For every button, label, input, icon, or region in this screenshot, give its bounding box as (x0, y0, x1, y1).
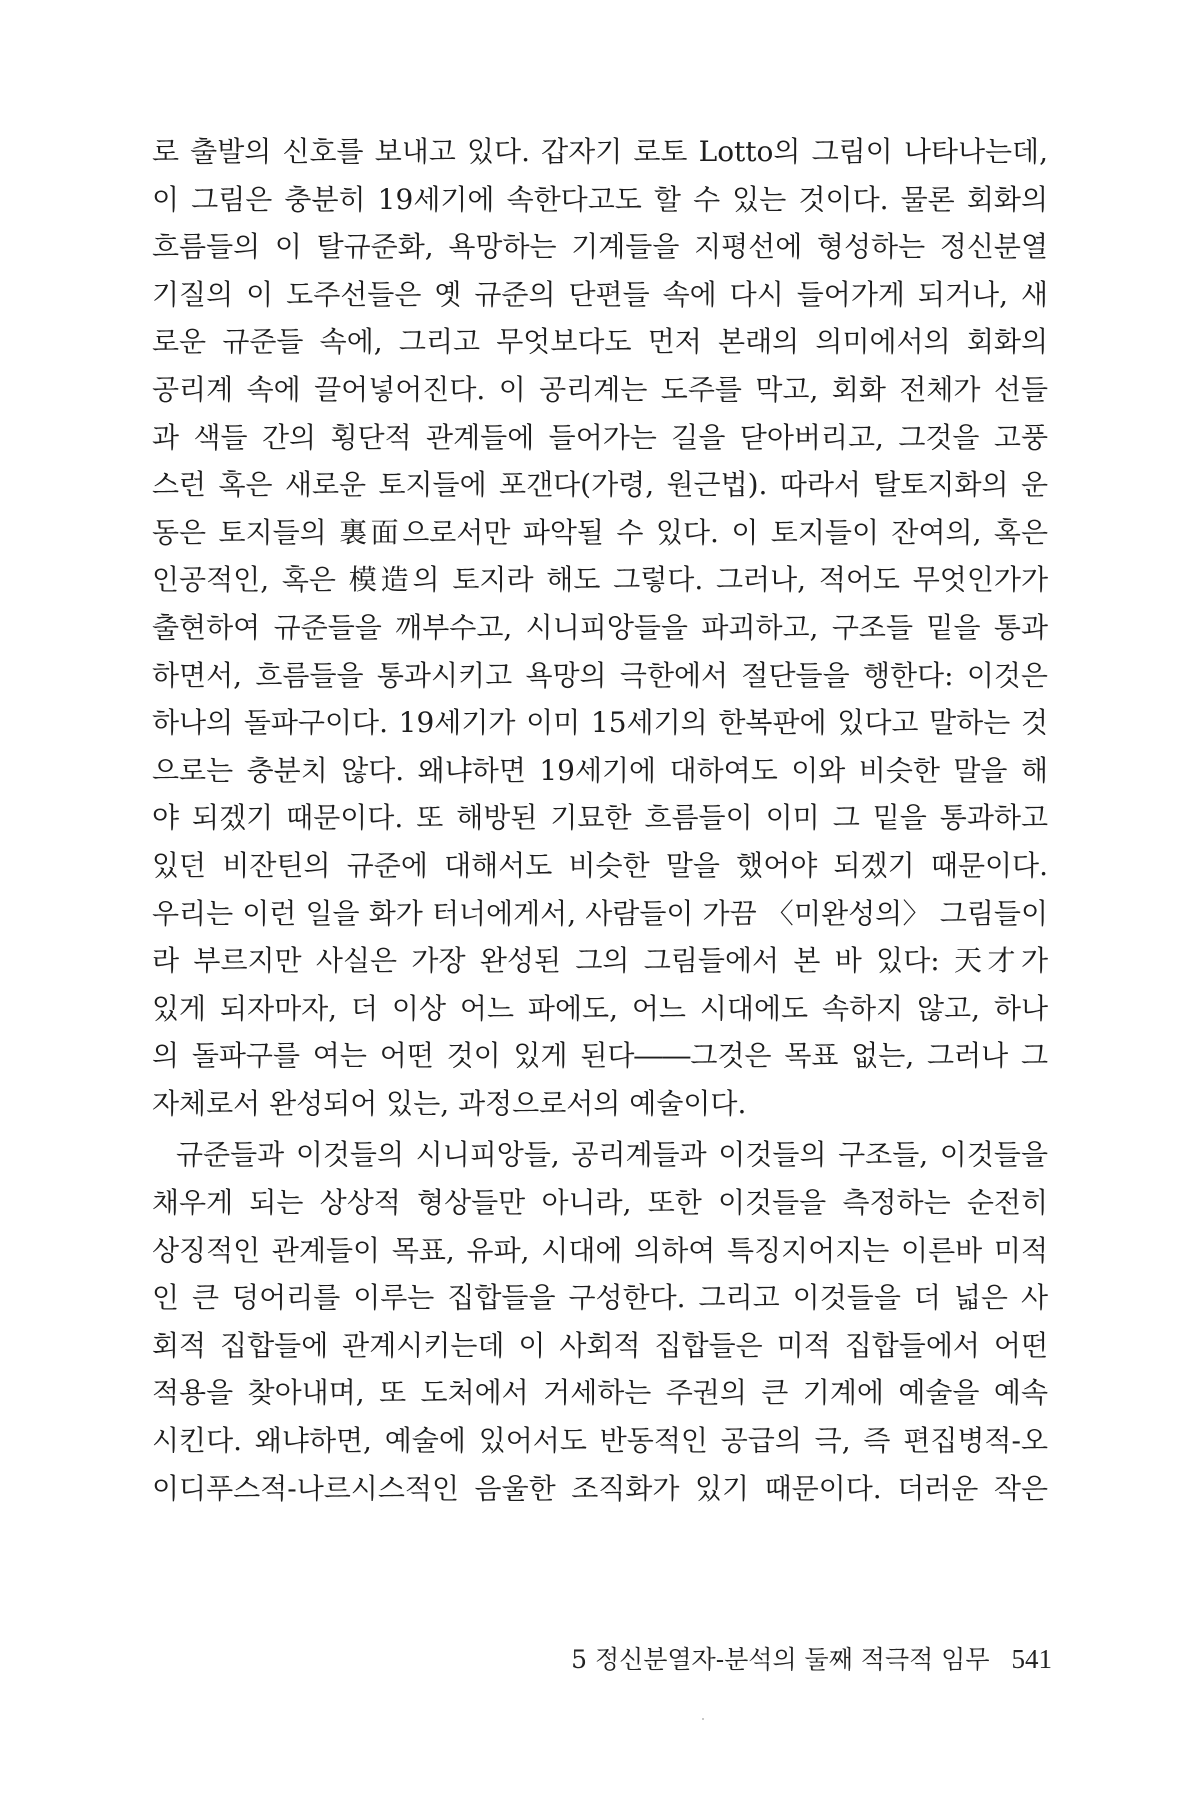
text-line: 기질의 이 도주선들은 옛 규준의 단편들 속에 다시 들어가게 되거나, 새 (152, 277, 1048, 311)
text-line: 야 되겠기 때문이다. 또 해방된 기묘한 흐름들이 이미 그 밑을 통과하고 (152, 801, 1048, 835)
text-line: 스런 혹은 새로운 토지들에 포갠다(가령, 원근법). 따라서 탈토지화의 운 (152, 468, 1048, 502)
text-line: 우리는 이런 일을 화가 터너에게서, 사람들이 가끔 〈미완성의〉 그림들이 (152, 896, 1048, 930)
text-line: 자체로서 완성되어 있는, 과정으로서의 예술이다. (152, 1086, 747, 1120)
text-line: 있던 비잔틴의 규준에 대해서도 비슷한 말을 했어야 되겠기 때문이다. (152, 848, 1048, 882)
text-line: 이 그림은 충분히 19세기에 속한다고도 할 수 있는 것이다. 물론 회화의 (152, 182, 1048, 216)
text-line: 인 큰 덩어리를 이루는 집합들을 구성한다. 그리고 이것들을 더 넓은 사 (152, 1281, 1048, 1315)
text-line: 라 부르지만 사실은 가장 완성된 그의 그림들에서 본 바 있다: 天才가 (152, 944, 1048, 978)
page-number: 541 (1011, 1644, 1052, 1674)
text-line: 상징적인 관계들이 목표, 유파, 시대에 의하여 특징지어지는 이른바 미적 (152, 1233, 1048, 1267)
text-line: 있게 되자마자, 더 이상 어느 파에도, 어느 시대에도 속하지 않고, 하나 (152, 991, 1048, 1025)
page-footer (571, 1640, 1052, 1676)
text-line: 출현하여 규준들을 깨부수고, 시니피앙들을 파괴하고, 구조들 밑을 통과 (152, 610, 1048, 644)
text-line: 회적 집합들에 관계시키는데 이 사회적 집합들은 미적 집합들에서 어떤 (152, 1328, 1048, 1362)
text-line: 공리계 속에 끌어넣어진다. 이 공리계는 도주를 막고, 회화 전체가 선들 (152, 372, 1048, 406)
text-line: 시킨다. 왜냐하면, 예술에 있어서도 반동적인 공급의 극, 즉 편집병적-오 (152, 1424, 1048, 1458)
text-line: 으로는 충분치 않다. 왜냐하면 19세기에 대하여도 이와 비슷한 말을 해 (152, 753, 1048, 787)
paragraph (152, 128, 1048, 1127)
body-text (152, 128, 1048, 1512)
text-line: 로 출발의 신호를 보내고 있다. 갑자기 로토 Lotto의 그림이 나타나는데, (152, 135, 1048, 168)
scan-speck (702, 1718, 704, 1720)
paragraph (152, 1131, 1048, 1512)
text-line: 하나의 돌파구이다. 19세기가 이미 15세기의 한복판에 있다고 말하는 것 (152, 706, 1048, 740)
text-line: 동은 토지들의 裏面으로서만 파악될 수 있다. 이 토지들이 잔여의, 혹은 (152, 515, 1048, 549)
text-line: 과 색들 간의 횡단적 관계들에 들어가는 길을 닫아버리고, 그것을 고풍 (152, 420, 1048, 454)
text-line: 이디푸스적-나르시스적인 음울한 조직화가 있기 때문이다. 더러운 작은 (152, 1471, 1048, 1505)
text-line: 적용을 찾아내며, 또 도처에서 거세하는 주권의 큰 기계에 예술을 예속 (152, 1376, 1048, 1410)
text-line: 로운 규준들 속에, 그리고 무엇보다도 먼저 본래의 의미에서의 회화의 (152, 325, 1048, 359)
running-head: 5 정신분열자-분석의 둘째 적극적 임무 (571, 1645, 990, 1674)
text-line: 인공적인, 혹은 模造의 토지라 해도 그렇다. 그러나, 적어도 무엇인가가 (152, 563, 1048, 597)
text-line: 규준들과 이것들의 시니피앙들, 공리계들과 이것들의 구조들, 이것들을 (176, 1138, 1048, 1172)
text-line: 흐름들의 이 탈규준화, 욕망하는 기계들을 지평선에 형성하는 정신분열 (152, 230, 1048, 264)
text-line: 채우게 되는 상상적 형상들만 아니라, 또한 이것들을 측정하는 순전히 (152, 1186, 1048, 1220)
text-line: 하면서, 흐름들을 통과시키고 욕망의 극한에서 절단들을 행한다: 이것은 (152, 658, 1048, 692)
text-line: 의 돌파구를 여는 어떤 것이 있게 된다――그것은 목표 없는, 그러나 그 (152, 1039, 1048, 1073)
